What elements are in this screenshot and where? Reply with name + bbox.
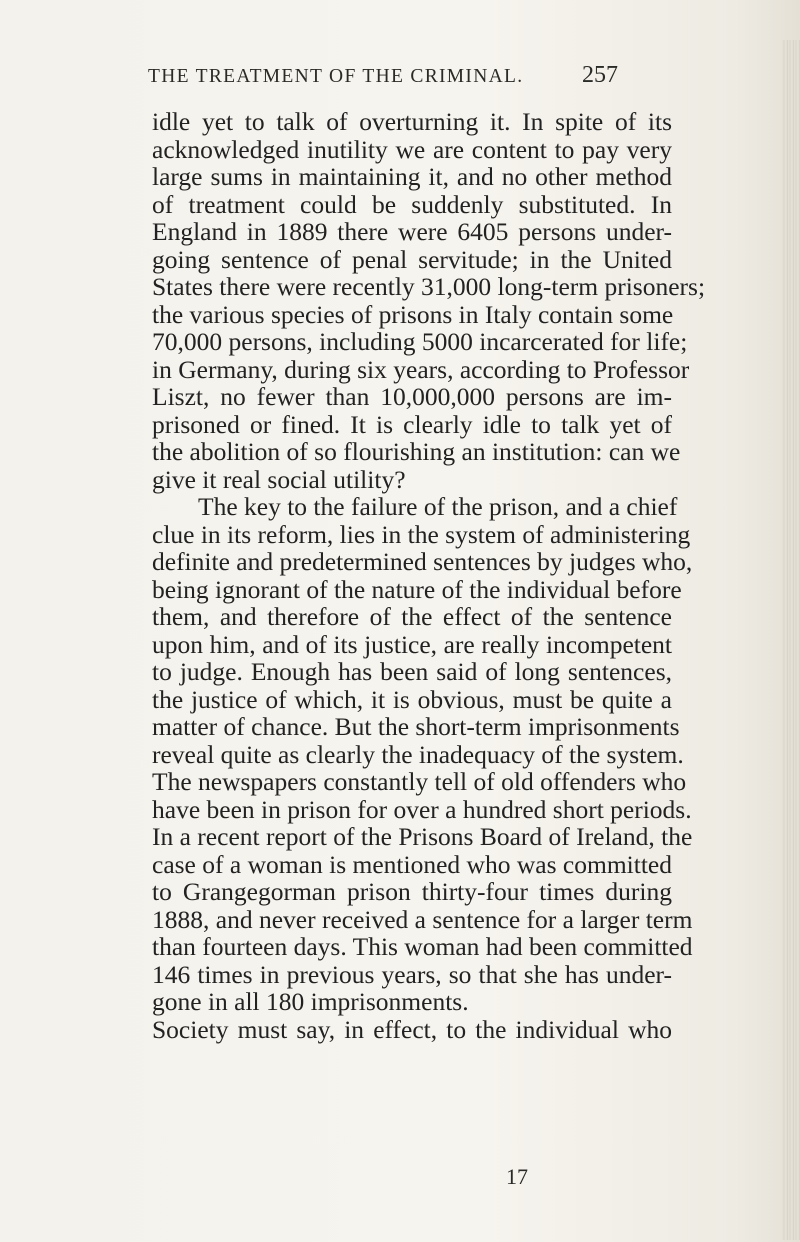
text-line: to judge. Enough has been said of long sentences, bbox=[152, 657, 672, 686]
text-line: clue in its reform, lies in the system of administering bbox=[152, 519, 691, 549]
body-text bbox=[152, 107, 706, 1044]
text-line: England in 1889 there were 6405 persons under- bbox=[152, 217, 672, 246]
text-line: case of a woman is mentioned who was committed bbox=[152, 849, 672, 879]
text-line: The newspapers constantly tell of old offenders who bbox=[152, 767, 687, 796]
text-line: the abolition of so flourishing an institution: can we bbox=[152, 437, 681, 466]
text-line: the various species of prisons in Italy contain some bbox=[152, 299, 674, 329]
running-head bbox=[148, 62, 618, 89]
text-line: Liszt, no fewer than 10,000,000 persons are im- bbox=[152, 382, 672, 411]
paragraph-2 bbox=[152, 492, 693, 1016]
text-line: large sums in maintaining it, and no other method bbox=[152, 162, 672, 191]
text-line: give it real social utility? bbox=[152, 464, 406, 494]
text-line: States there were recently 31,000 long-term prisoners; bbox=[152, 272, 706, 301]
text-line: 146 times in previous years, so that she has under- bbox=[152, 959, 672, 989]
text-line: of treatment could be suddenly substituted. In bbox=[152, 189, 672, 219]
text-line: in Germany, during six years, according to Professor bbox=[152, 354, 690, 384]
text-line: idle yet to talk of overturning it. In spite of its bbox=[152, 107, 672, 136]
paragraph-3 bbox=[152, 1016, 672, 1044]
text-line: prisoned or fined. It is clearly idle to talk yet of bbox=[152, 409, 672, 439]
printer-signature-mark: 17 bbox=[506, 1164, 528, 1189]
page-number: 257 bbox=[582, 62, 618, 88]
text-line: them, and therefore of the effect of the sentence bbox=[152, 602, 672, 631]
text-line: upon him, and of its justice, are really incompetent bbox=[152, 629, 672, 659]
text-line: 1888, and never received a sentence for a larger term bbox=[152, 904, 693, 934]
text-line: definite and predetermined sentences by judges who, bbox=[152, 547, 693, 576]
text-line: have been in prison for over a hundred short periods. bbox=[152, 794, 692, 824]
text-line: Society must say, in effect, to the individual who bbox=[152, 1014, 672, 1044]
paragraph-1 bbox=[152, 107, 706, 494]
text-line: acknowledged inutility we are content to pay very bbox=[152, 134, 672, 164]
running-head-title: THE TREATMENT OF THE CRIMINAL. bbox=[148, 66, 524, 87]
text-line: than fourteen days. This woman had been committed bbox=[152, 932, 693, 961]
text-line: reveal quite as clearly the inadequacy of the system. bbox=[152, 739, 684, 769]
text-line: the justice of which, it is obvious, must be quite a bbox=[152, 684, 672, 714]
page-edge-shadow bbox=[782, 40, 800, 1240]
text-line: 70,000 persons, including 5000 incarcerated for life; bbox=[152, 327, 688, 356]
text-line: going sentence of penal servitude; in the United bbox=[152, 244, 672, 274]
text-line: The key to the failure of the prison, and a chief bbox=[198, 492, 678, 521]
text-line: In a recent report of the Prisons Board of Ireland, the bbox=[152, 822, 693, 851]
text-line: gone in all 180 imprisonments. bbox=[152, 987, 469, 1016]
text-line: to Grangegorman prison thirty-four times during bbox=[152, 877, 672, 906]
text-line: being ignorant of the nature of the individual before bbox=[152, 574, 682, 604]
text-line: matter of chance. But the short-term imprisonments bbox=[152, 712, 680, 741]
